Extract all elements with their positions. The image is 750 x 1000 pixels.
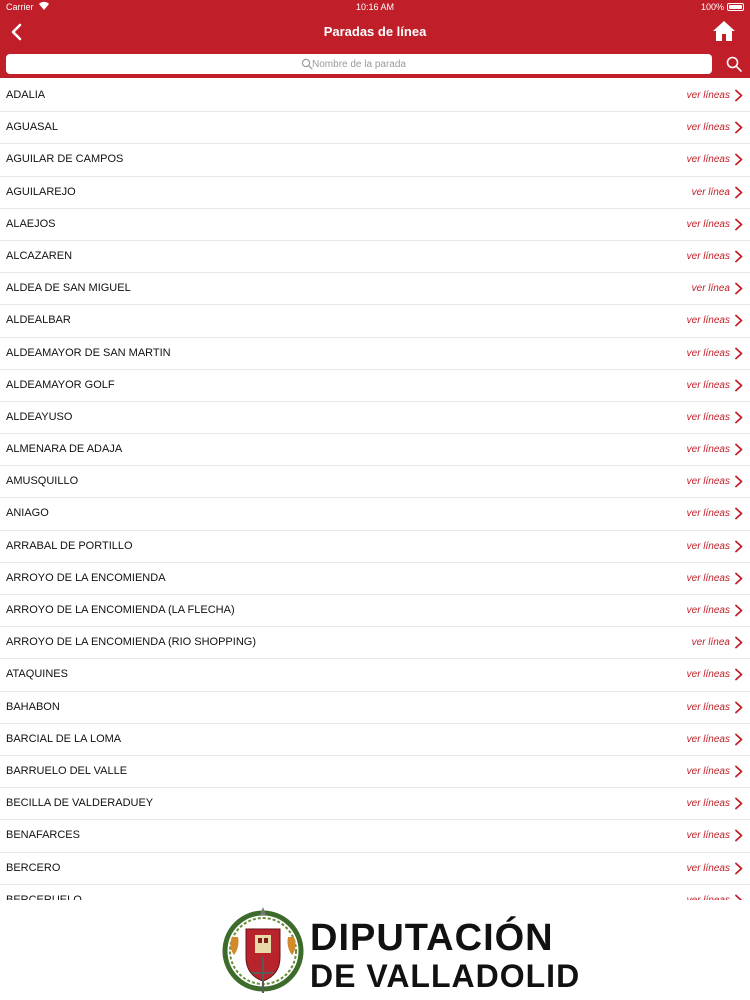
stop-name: ALDEALBAR (6, 314, 71, 327)
stop-name: BERCERO (6, 861, 61, 874)
view-lines-link[interactable]: ver líneas (686, 315, 730, 327)
stop-row[interactable] (0, 370, 750, 402)
view-lines-link[interactable]: ver líneas (686, 765, 730, 777)
stop-row[interactable] (0, 659, 750, 691)
status-bar (0, 0, 750, 14)
chevron-right-icon[interactable] (734, 540, 744, 553)
stop-row[interactable] (0, 80, 750, 112)
view-lines-link[interactable]: ver línea (691, 186, 730, 198)
stop-name: ALDEAMAYOR DE SAN MARTIN (6, 346, 171, 359)
view-lines-link[interactable]: ver líneas (686, 508, 730, 520)
stop-name: AGUASAL (6, 121, 58, 134)
chevron-right-icon[interactable] (734, 797, 744, 810)
stop-name: BARRUELO DEL VALLE (6, 764, 128, 777)
view-lines-link[interactable]: ver líneas (686, 250, 730, 262)
chevron-right-icon[interactable] (734, 636, 744, 649)
home-icon[interactable] (712, 19, 736, 43)
view-lines-link[interactable]: ver líneas (686, 605, 730, 616)
stop-row[interactable] (0, 466, 750, 498)
stop-row[interactable] (0, 434, 750, 466)
stop-row[interactable] (0, 724, 750, 756)
view-lines-link[interactable]: ver líneas (686, 90, 730, 101)
chevron-right-icon[interactable] (734, 701, 744, 714)
brand-name-line2: DE VALLADOLID (310, 958, 581, 994)
stop-name: BECILLA DE VALDERADUEY (6, 797, 154, 810)
chevron-right-icon[interactable] (734, 411, 744, 424)
chevron-right-icon[interactable] (734, 668, 744, 681)
stop-name: ARROYO DE LA ENCOMIENDA (6, 571, 166, 584)
carrier-label: Carrier (6, 2, 34, 12)
stop-name: ANIAGO (6, 507, 49, 520)
chevron-right-icon[interactable] (734, 829, 744, 842)
stop-row[interactable] (0, 402, 750, 434)
chevron-right-icon[interactable] (734, 186, 744, 199)
footer-logo (0, 900, 750, 1000)
view-lines-link[interactable]: ver línea (691, 283, 730, 295)
stop-row[interactable] (0, 531, 750, 563)
stop-name: ALCAZAREN (6, 249, 73, 262)
stop-row[interactable] (0, 595, 750, 627)
chevron-right-icon[interactable] (734, 572, 744, 585)
stop-row[interactable] (0, 338, 750, 370)
view-lines-link[interactable]: ver línea (691, 637, 730, 649)
view-lines-link[interactable]: ver líneas (686, 540, 730, 552)
view-lines-link[interactable]: ver líneas (686, 122, 730, 134)
chevron-right-icon[interactable] (734, 121, 744, 134)
view-lines-link[interactable]: ver líneas (686, 379, 730, 391)
stop-row[interactable] (0, 820, 750, 852)
search-button-icon[interactable] (726, 56, 742, 72)
stop-name: ALAEJOS (6, 217, 56, 230)
stop-row[interactable] (0, 788, 750, 820)
chevron-right-icon[interactable] (734, 89, 744, 102)
stop-list (0, 80, 750, 917)
battery-icon (727, 3, 744, 11)
stop-name: ALDEAMAYOR GOLF (6, 378, 115, 391)
view-lines-link[interactable]: ver líneas (686, 154, 730, 166)
stop-row[interactable] (0, 177, 750, 209)
stop-row[interactable] (0, 144, 750, 176)
search-input[interactable] (6, 54, 712, 74)
stop-row[interactable] (0, 305, 750, 337)
chevron-right-icon[interactable] (734, 250, 744, 263)
view-lines-link[interactable]: ver líneas (686, 862, 730, 874)
page-title: Paradas de línea (323, 24, 427, 39)
stop-name: ATAQUINES (6, 668, 68, 681)
chevron-right-icon[interactable] (734, 733, 744, 746)
chevron-right-icon[interactable] (734, 153, 744, 166)
chevron-right-icon[interactable] (734, 443, 744, 456)
stop-name: BARCIAL DE LA LOMA (6, 732, 122, 745)
stop-row[interactable] (0, 209, 750, 241)
chevron-right-icon[interactable] (734, 218, 744, 231)
chevron-right-icon[interactable] (734, 604, 744, 617)
stop-row[interactable] (0, 273, 750, 305)
view-lines-link[interactable]: ver líneas (686, 347, 730, 359)
stop-row[interactable] (0, 563, 750, 595)
chevron-right-icon[interactable] (734, 475, 744, 488)
view-lines-link[interactable]: ver líneas (686, 701, 730, 713)
status-time: 10:16 AM (355, 2, 395, 12)
stop-row[interactable] (0, 756, 750, 788)
stop-name: ADALIA (6, 89, 46, 101)
stop-row[interactable] (0, 241, 750, 273)
stop-row[interactable] (0, 692, 750, 724)
chevron-right-icon[interactable] (734, 282, 744, 295)
stop-row[interactable] (0, 498, 750, 530)
stop-name: AGUILAR DE CAMPOS (6, 153, 124, 166)
stop-row[interactable] (0, 112, 750, 144)
search-bar (0, 52, 750, 78)
view-lines-link[interactable]: ver líneas (686, 444, 730, 456)
view-lines-link[interactable]: ver líneas (686, 798, 730, 810)
view-lines-link[interactable]: ver líneas (686, 733, 730, 745)
chevron-right-icon[interactable] (734, 314, 744, 327)
brand-name-line1: DIPUTACIÓN (310, 917, 554, 959)
chevron-right-icon[interactable] (734, 347, 744, 360)
view-lines-link[interactable]: ver líneas (686, 411, 730, 423)
stop-name: ARROYO DE LA ENCOMIENDA (LA FLECHA) (6, 604, 235, 616)
battery-percentage: 100% (700, 2, 724, 12)
stop-name: ALDEA DE SAN MIGUEL (6, 282, 131, 295)
stop-row[interactable] (0, 853, 750, 885)
view-lines-link[interactable]: ver líneas (686, 476, 730, 488)
chevron-right-icon[interactable] (734, 765, 744, 778)
view-lines-link[interactable]: ver líneas (686, 218, 730, 230)
stop-name: BENAFARCES (6, 829, 80, 842)
stop-name: AMUSQUILLO (6, 475, 79, 488)
stop-name: ALMENARA DE ADAJA (6, 443, 123, 456)
stop-name: ARROYO DE LA ENCOMIENDA (RIO SHOPPING) (6, 636, 256, 649)
stop-row[interactable] (0, 627, 750, 659)
stop-name: BAHABON (6, 700, 60, 713)
view-lines-link[interactable]: ver líneas (686, 830, 730, 842)
chevron-right-icon[interactable] (734, 379, 744, 392)
navigation-bar (0, 14, 750, 52)
view-lines-link[interactable]: ver líneas (686, 669, 730, 681)
chevron-right-icon[interactable] (734, 507, 744, 520)
view-lines-link[interactable]: ver líneas (686, 572, 730, 584)
coat-of-arms-icon (222, 907, 304, 995)
chevron-right-icon[interactable] (734, 862, 744, 875)
stop-name: ALDEAYUSO (6, 410, 73, 423)
stop-name: ARRABAL DE PORTILLO (6, 539, 133, 552)
stop-name: AGUILAREJO (6, 185, 76, 198)
